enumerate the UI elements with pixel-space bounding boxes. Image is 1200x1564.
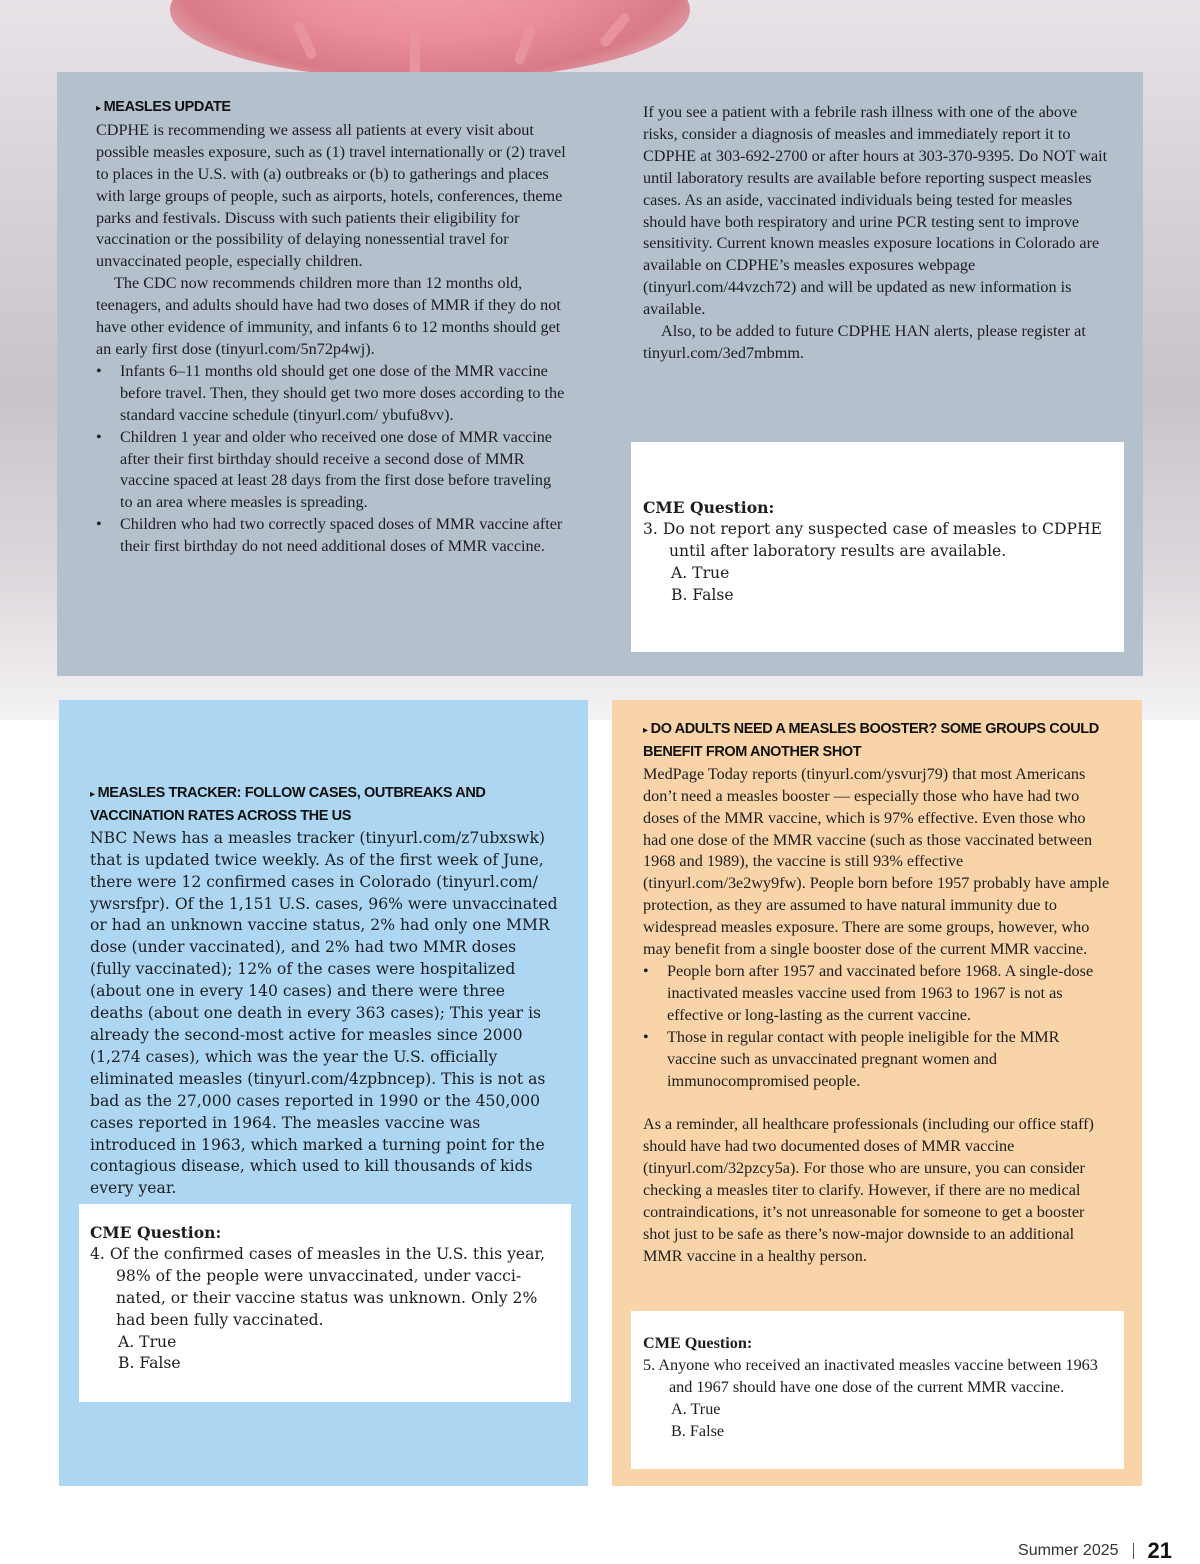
issue-label: Summer 2025 [1018,1542,1119,1559]
list-item: • Children who had two correctly spaced doses of MMR vaccine after their first birthday do not need additional doses of MMR vaccine. [96,514,566,558]
measles-update-left-column [96,97,566,558]
measles-tracker-heading: ▸ MEASLES TRACKER: FOLLOW CASES, OUTBREAKS AND VACCINATION RATES ACROSS THE US [90,785,486,824]
cme-question-text: 3. Do not report any suspected case of measles to CDPHE until after laboratory results are available. [643,519,1102,560]
cme-question-title: CME Question: [643,498,775,517]
cme-question-3-box [631,442,1124,652]
triangle-icon: ▸ [643,725,648,736]
triangle-icon: ▸ [90,789,95,800]
measles-update-right-column [643,102,1115,365]
measles-booster-heading: ▸ DO ADULTS NEED A MEASLES BOOSTER? SOME GROUPS COULD BENEFIT FROM ANOTHER SHOT [643,721,1099,760]
cme-question-5-box [631,1311,1124,1469]
measles-booster-bullet-list [643,961,1111,1092]
measles-update-bullet-list [96,361,566,558]
answer-option: A. True [671,563,730,582]
answer-option: A. True [118,1332,177,1351]
measles-update-paragraph-4: Also, to be added to future CDPHE HAN alerts, please register at tinyurl.com/3ed7mbmm. [643,322,1086,362]
page-number: 21 [1147,1538,1172,1563]
virus-spike [410,30,420,75]
cme-question-title: CME Question: [90,1223,222,1242]
measles-update-heading: ▸ MEASLES UPDATE [96,99,231,115]
triangle-icon: ▸ [96,103,101,114]
answer-option: B. False [671,1421,725,1440]
page-footer [1018,1538,1172,1564]
measles-booster-column [643,719,1111,1268]
measles-update-paragraph-3: If you see a patient with a febrile rash illness with one of the above risks, consider a diagnosis of measles and immediately report it to CDPHE at 303-692-2700 or after hours at 303-370-9395. Do NOT wait until laboratory results are available before reporting suspect measles cases. As an aside, vaccinated individuals being tested for measles should have both respiratory and urine PCR testing sent to improve sensitivity. Current known measles exposure locations in Colorado are available on CDPHE’s measles exposures webpage (tinyurl.com/44vzch72) and will be updated as new information is available. [643,103,1108,319]
measles-update-paragraph-1: CDPHE is recommending we assess all patients at every visit about possible measles exposure, such as (1) travel internationally or (2) travel to places in the U.S. with (a) outbreaks or (b) to gatherings and places with large groups of people, such as airports, hotels, conferences, theme parks and festivals. Discuss with such patients their eligibility for vaccination or the possibility of delaying nonessential travel for unvaccinated people, especially children. [96,120,566,271]
cme-question-text: 4. Of the confirmed cases of measles in the U.S. this year, 98% of the people were unvaccinated, under vacci- nated, or their vaccine status was unknown. Only 2% had been fully vaccinated. [90,1244,546,1329]
footer-divider [1133,1543,1134,1559]
measles-update-paragraph-2: The CDC now recommends children more than 12 months old, teenagers, and adults should have had two doses of MMR if they do not have other evidence of immunity, and infants 6 to 12 months should get an early first dose (tinyurl.com/5n72p4wj). [96,274,561,358]
answer-option: B. False [671,585,734,604]
list-item: • Infants 6–11 months old should get one dose of the MMR vaccine before travel. Then, they should get two more doses according to the standard vaccine schedule (tinyurl.com/ ybufu8vv). [96,361,566,427]
cme-question-title: CME Question: [643,1334,753,1352]
cme-question-4-box [79,1204,571,1402]
answer-option: B. False [118,1354,181,1373]
cme-question-text: 5. Anyone who received an inactivated measles vaccine between 1963 and 1967 should have one dose of the current MMR vaccine. [643,1355,1098,1396]
list-item: • Those in regular contact with people ineligible for the MMR vaccine such as unvaccinated pregnant women and immunocompromised people. [643,1027,1111,1093]
answer-option: A. True [671,1399,721,1418]
list-item: • People born after 1957 and vaccinated before 1968. A single-dose inactivated measles vaccine used from 1963 to 1967 is not as effective or long-lasting as the current vaccine. [643,961,1111,1027]
measles-booster-paragraph-1: MedPage Today reports (tinyurl.com/ysvurj79) that most Americans don’t need a measles booster — especially those who have had two doses of the MMR vaccine, which is 97% effective. Even those who had one dose of the MMR vaccine (such as those vaccinated between 1968 and 1989), the vaccine is still 93% effective (tinyurl.com/3e2wy9fw). People born before 1957 probably have ample protection, as they are assumed to have natural immunity due to widespread measles exposure. There are some groups, however, who may benefit from a single booster dose of the current MMR vaccine. [643,764,1110,959]
measles-tracker-column [90,783,560,1200]
measles-tracker-body: NBC News has a measles tracker (tinyurl.com/z7ubxswk) that is updated twice weekly. As of the first week of June, there were 12 confirmed cases in Colorado (tinyurl.com/ ywsrsfpr). Of the 1,151 U.S. cases, 96% were unvaccinated or had an unknown vaccine status, 2% had only one MMR dose (under vaccinated), and 2% had two MMR doses (fully vaccinated); 12% of the cases were hospitalized (about one in every 140 cases) and there were three deaths (about one death in every 363 cases); This year is already the second-most active for measles since 2000 (1,274 cases), which was the year the U.S. officially eliminated measles (tinyurl.com/4zpbncep). This is not as bad as the 27,000 cases reported in 1990 or the 450,000 cases reported in 1964. The measles vaccine was introduced in 1963, which marked a turning point for the contagious disease, which used to kill thousands of kids every year. [90,828,558,1198]
measles-booster-paragraph-2: As a reminder, all healthcare professionals (including our office staff) should have had two documented doses of MMR vaccine (tinyurl.com/32pzcy5a). For those who are unsure, you can consider checking a measles titer to clarify. However, if there are no medical contraindications, it’s not unreasonable for someone to get a booster shot just to be safe as there’s now-major downside to an additional MMR vaccine in a healthy person. [643,1115,1094,1265]
list-item: • Children 1 year and older who received one dose of MMR vaccine after their first birthday should receive a second dose of MMR vaccine spaced at least 28 days from the first dose before traveling to an area where measles is spreading. [96,427,566,515]
